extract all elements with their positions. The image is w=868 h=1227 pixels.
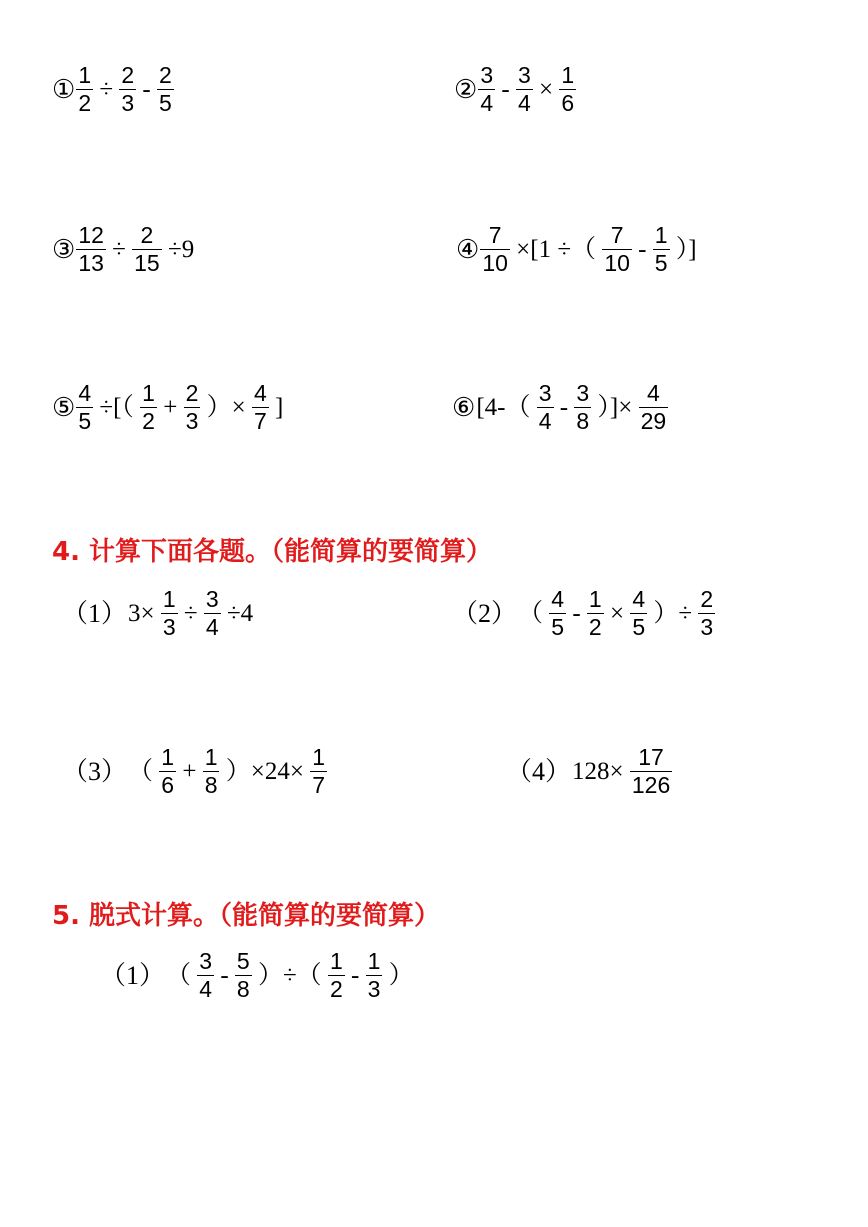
numerator: 3 — [576, 380, 590, 406]
denominator: 10 — [482, 250, 508, 276]
section-4-title: 4. 计算下面各题。（能简算的要简算） — [52, 537, 493, 567]
numerator: 3 — [199, 948, 213, 974]
numerator: 4 — [253, 380, 267, 406]
operator-text: ）× — [200, 394, 252, 421]
fraction — [653, 224, 670, 275]
numerator: 4 — [551, 586, 565, 612]
operator-text: ） — [382, 962, 414, 989]
problem-number: ② — [454, 74, 478, 104]
operator-text: ÷9 — [161, 236, 195, 263]
operator-text: - — [553, 394, 575, 421]
fraction — [559, 64, 576, 115]
numerator: 2 — [121, 62, 135, 88]
operator-text: 3× — [128, 600, 161, 627]
operator-text: （ — [128, 758, 160, 785]
problem-3 — [52, 224, 194, 275]
denominator: 6 — [561, 90, 575, 116]
denominator: 8 — [576, 408, 590, 434]
operator-text: （ — [518, 600, 550, 627]
fraction — [157, 64, 174, 115]
problem-number: （4） — [506, 756, 572, 786]
fraction — [161, 588, 178, 639]
fraction — [480, 224, 510, 275]
section-4-problem-4 — [506, 746, 672, 797]
denominator: 4 — [480, 90, 494, 116]
denominator: 3 — [162, 614, 176, 640]
operator-text: ÷ — [93, 76, 120, 103]
operator-text: ）×24× — [219, 758, 311, 785]
problem-number: （2） — [452, 598, 518, 628]
operator-text: ÷4 — [220, 600, 254, 627]
problem-4 — [456, 224, 697, 275]
fraction — [630, 588, 647, 639]
operator-text: - — [214, 962, 235, 989]
denominator: 126 — [631, 772, 671, 798]
numerator: 17 — [638, 744, 664, 770]
operator-text: - — [631, 236, 653, 263]
fraction — [184, 382, 201, 433]
fraction — [478, 64, 495, 115]
fraction — [639, 382, 669, 433]
problem-number: （3） — [62, 756, 128, 786]
operator-text: ）÷ — [647, 600, 699, 627]
numerator: 1 — [78, 62, 92, 88]
fraction — [235, 950, 252, 1001]
fraction — [204, 588, 221, 639]
numerator: 2 — [140, 222, 154, 248]
denominator: 3 — [367, 976, 381, 1002]
operator-text: × — [603, 600, 631, 627]
operator-text: + — [176, 758, 203, 785]
numerator: 1 — [312, 744, 325, 770]
problem-number: ④ — [456, 234, 480, 264]
denominator: 6 — [161, 772, 175, 798]
fraction — [698, 588, 715, 639]
problem-number: ③ — [52, 234, 76, 264]
numerator: 1 — [329, 948, 343, 974]
denominator: 15 — [134, 250, 160, 276]
section-4-problem-1 — [62, 588, 253, 639]
fraction — [76, 224, 106, 275]
operator-text: ）÷（ — [251, 962, 328, 989]
denominator: 7 — [312, 772, 325, 798]
section-5-problem-1 — [100, 950, 414, 1001]
numerator: 4 — [632, 586, 646, 612]
numerator: 12 — [78, 222, 104, 248]
denominator: 8 — [236, 976, 250, 1002]
operator-text: + — [156, 394, 184, 421]
numerator: 1 — [162, 586, 176, 612]
numerator: 2 — [185, 380, 199, 406]
fraction — [140, 382, 157, 433]
operator-text: ÷ — [105, 236, 133, 263]
numerator: 5 — [236, 948, 250, 974]
fraction — [328, 950, 345, 1001]
operator-text: - — [495, 76, 516, 103]
denominator: 4 — [199, 976, 213, 1002]
fraction — [76, 64, 93, 115]
numerator: 1 — [161, 744, 175, 770]
denominator: 7 — [253, 408, 267, 434]
fraction — [366, 950, 383, 1001]
denominator: 5 — [654, 250, 668, 276]
fraction — [159, 746, 176, 797]
denominator: 5 — [158, 90, 172, 116]
problem-number: ⑤ — [52, 392, 76, 422]
fraction — [203, 746, 220, 797]
numerator: 7 — [488, 222, 502, 248]
section-5-title: 5. 脱式计算。（能简算的要简算） — [52, 901, 441, 931]
operator-text: - — [566, 600, 587, 627]
fraction — [310, 746, 327, 797]
section-4-problem-2 — [452, 588, 715, 639]
denominator: 8 — [204, 772, 218, 798]
fraction — [630, 746, 672, 797]
fraction — [132, 224, 162, 275]
operator-text: × — [532, 76, 560, 103]
operator-text: ）]× — [591, 394, 639, 421]
problem-1 — [52, 64, 174, 115]
denominator: 10 — [604, 250, 630, 276]
numerator: 4 — [646, 380, 660, 406]
problem-5 — [52, 382, 283, 433]
numerator: 2 — [700, 586, 714, 612]
operator-text: ）] — [669, 236, 697, 263]
problem-6 — [452, 382, 668, 433]
numerator: 4 — [78, 380, 92, 406]
operator-text: 128× — [572, 758, 630, 785]
operator-text: （ — [166, 962, 198, 989]
problem-number: （1） — [62, 598, 128, 628]
operator-text: [4-（ — [476, 394, 537, 421]
problem-number: （1） — [100, 960, 166, 990]
problem-2 — [454, 64, 576, 115]
operator-text: - — [344, 962, 366, 989]
fraction — [587, 588, 604, 639]
fraction — [76, 382, 93, 433]
fraction — [574, 382, 591, 433]
denominator: 4 — [517, 90, 531, 116]
denominator: 2 — [142, 408, 155, 434]
numerator: 1 — [142, 380, 155, 406]
denominator: 3 — [121, 90, 135, 116]
fraction — [252, 382, 269, 433]
fraction — [602, 224, 632, 275]
denominator: 5 — [78, 408, 92, 434]
section-4-problem-3 — [62, 746, 327, 797]
denominator: 3 — [185, 408, 199, 434]
operator-text: - — [136, 76, 157, 103]
numerator: 1 — [654, 222, 668, 248]
problem-number: ① — [52, 74, 76, 104]
problem-number: ⑥ — [452, 392, 476, 422]
denominator: 2 — [329, 976, 343, 1002]
numerator: 3 — [205, 586, 219, 612]
fraction — [197, 950, 214, 1001]
denominator: 3 — [700, 614, 714, 640]
fraction — [549, 588, 566, 639]
denominator: 13 — [78, 250, 104, 276]
operator-text: ÷[（ — [93, 394, 141, 421]
numerator: 1 — [367, 948, 381, 974]
numerator: 1 — [204, 744, 218, 770]
numerator: 2 — [158, 62, 172, 88]
denominator: 4 — [538, 408, 552, 434]
operator-text: ÷ — [177, 600, 204, 627]
operator-text: ×[1 ÷（ — [509, 236, 603, 263]
operator-text: ] — [268, 394, 284, 421]
numerator: 1 — [588, 586, 602, 612]
numerator: 3 — [538, 380, 552, 406]
denominator: 2 — [78, 90, 92, 116]
fraction — [119, 64, 136, 115]
numerator: 3 — [480, 62, 494, 88]
denominator: 5 — [551, 614, 565, 640]
fraction — [516, 64, 533, 115]
numerator: 1 — [561, 62, 575, 88]
fraction — [537, 382, 554, 433]
numerator: 3 — [517, 62, 531, 88]
denominator: 29 — [640, 408, 667, 434]
denominator: 5 — [632, 614, 646, 640]
denominator: 4 — [205, 614, 219, 640]
numerator: 7 — [610, 222, 624, 248]
denominator: 2 — [588, 614, 602, 640]
